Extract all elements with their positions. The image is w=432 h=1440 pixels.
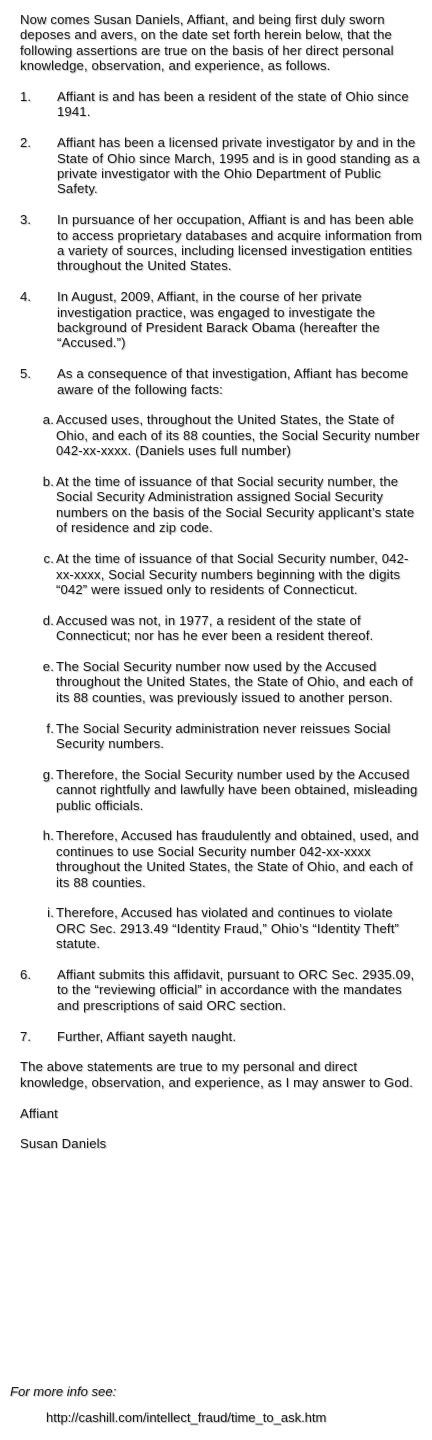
item-text: In pursuance of her occupation, Affiant is and has been able to access proprietary databases and acquire information from a variety of sources, including licensed investigation entities throughout the United States. (57, 212, 422, 274)
sub-item-letter: h. (42, 828, 54, 844)
sub-item-e (20, 659, 425, 705)
sub-item-i (20, 905, 425, 951)
numbered-item-4 (20, 289, 425, 351)
item-text: Further, Affiant sayeth naught. (57, 1028, 237, 1044)
numbered-item-2 (20, 135, 425, 197)
sub-item-letter: i. (47, 905, 54, 921)
sub-item-letter: c. (43, 551, 54, 567)
sub-item-text: The Social Security number now used by the Accused throughout the United States, the State of Ohio, and each of its 88 counties, was previously issued to another person. (56, 658, 413, 705)
sub-item-g (20, 767, 425, 813)
sub-item-text: At the time of issuance of that Social security number, the Social Security Administration assigned Social Security numbers on the basis of the Social Security applicant’s state of residence and zip code. (56, 474, 415, 536)
facts-sub-list (20, 412, 425, 951)
sub-item-d (20, 613, 425, 644)
numbered-item-3 (20, 212, 425, 274)
sub-item-letter: a. (42, 412, 54, 428)
sub-item-text: Therefore, Accused has fraudulently and obtained, used, and continues to use Social Security number 042-xx-xxxx throughout the United States, the State of Ohio, and each of its 88 counties. (56, 828, 419, 890)
sub-item-letter: d. (42, 612, 54, 628)
sub-item-letter: f. (46, 720, 54, 736)
sub-item-c (20, 551, 425, 597)
numbered-item-5 (20, 366, 425, 397)
sub-item-text: Accused was not, in 1977, a resident of the state of Connecticut; nor has he ever been a resident thereof. (56, 612, 374, 644)
item-text: In August, 2009, Affiant, in the course of her private investigation practice, was engaged to investigate the background of President Barack Obama (hereafter the “Accused.”) (57, 289, 380, 351)
sub-item-letter: b. (42, 474, 54, 490)
sub-item-text: Accused uses, throughout the United States, the State of Ohio, and each of its 88 counties, the Social Security number 042-xx-xxxx. (Daniels uses full number) (56, 412, 420, 459)
item-number: 3. (20, 212, 32, 228)
signature-name: Susan Daniels (20, 1136, 107, 1152)
item-number: 7. (20, 1028, 32, 1044)
numbered-item-6 (20, 967, 425, 1013)
footer-link[interactable]: http://cashill.com/intellect_fraud/time_to_ask.htm (46, 1410, 327, 1425)
item-text: Affiant is and has been a resident of the state of Ohio since 1941. (57, 89, 409, 120)
sub-item-f (20, 721, 425, 752)
sub-item-a (20, 412, 425, 458)
sub-item-b (20, 474, 425, 536)
closing-statement: The above statements are true to my personal and direct knowledge, observation, and experience, as I may answer to God. (20, 1059, 414, 1090)
item-text: Affiant has been a licensed private investigator by and in the State of Ohio since March, 1995 and is in good standing as a private investigator with the Ohio Department of Public Safety. (57, 135, 420, 197)
intro-paragraph: Now comes Susan Daniels, Affiant, and being first duly sworn deposes and avers, on the date set forth herein below, that the following assertions are true on the basis of her direct personal knowledge, observation, and experience, as follows. (20, 12, 394, 74)
item-number: 6. (20, 966, 32, 982)
item-number: 4. (20, 289, 32, 305)
sub-item-text: Therefore, the Social Security number used by the Accused cannot rightfully and lawfully have been obtained, misleading public officials. (56, 766, 418, 813)
item-text: As a consequence of that investigation, Affiant has become aware of the following facts: (57, 366, 409, 397)
item-number: 2. (20, 135, 32, 151)
item-number: 5. (20, 366, 32, 382)
item-number: 1. (20, 89, 32, 105)
sub-item-text: At the time of issuance of that Social Security number, 042-xx-xxxx, Social Security numbers beginning with the digits “042” were issued only to residents of Connecticut. (56, 551, 409, 597)
signature-label: Affiant (20, 1105, 58, 1121)
footer-label: For more info see: (10, 1384, 117, 1399)
numbered-item-7 (20, 1029, 425, 1044)
sub-item-text: Therefore, Accused has violated and continues to violate ORC Sec. 2913.49 “Identity Fraud,” Ohio’s “Identity Theft” statute. (56, 905, 399, 952)
sub-item-text: The Social Security administration never reissues Social Security numbers. (56, 720, 391, 751)
sub-item-letter: g. (42, 766, 54, 782)
sub-item-letter: e. (42, 658, 54, 674)
sub-item-h (20, 828, 425, 890)
item-text: Affiant submits this affidavit, pursuant to ORC Sec. 2935.09, to the “reviewing official” in accordance with the mandates and prescriptions of said ORC section. (57, 966, 415, 1013)
affidavit-document (20, 12, 425, 1167)
numbered-item-1 (20, 89, 425, 120)
